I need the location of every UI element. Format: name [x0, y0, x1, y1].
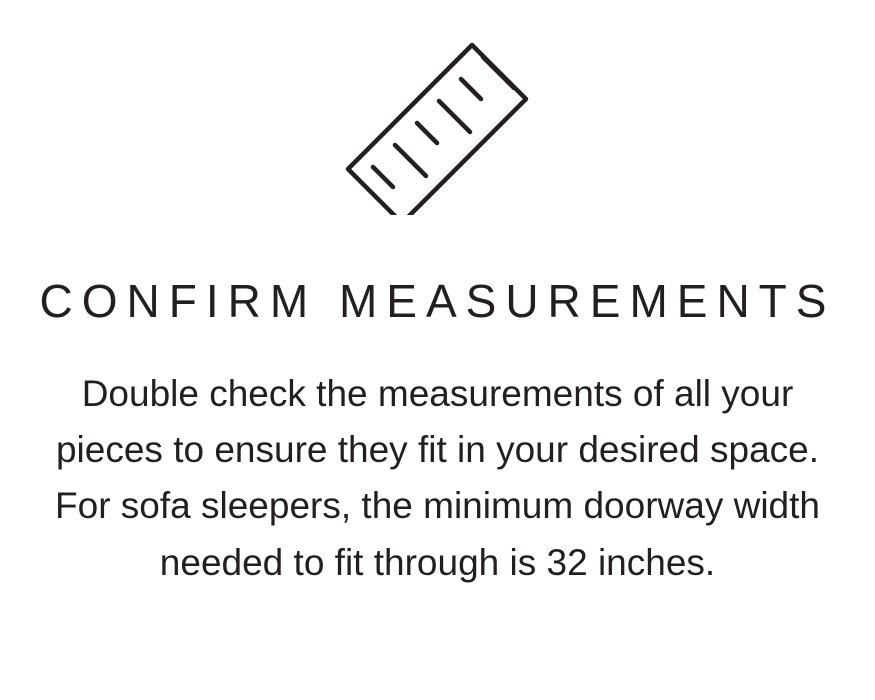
- description-text: Double check the measurements of all your pieces to ensure they fit in your desired space. For sofa sleepers, the minimum doorway width needed to fit through is 32 inches.: [55, 373, 820, 583]
- ruler-icon: [308, 30, 568, 220]
- page-title: CONFIRM MEASUREMENTS: [39, 275, 836, 327]
